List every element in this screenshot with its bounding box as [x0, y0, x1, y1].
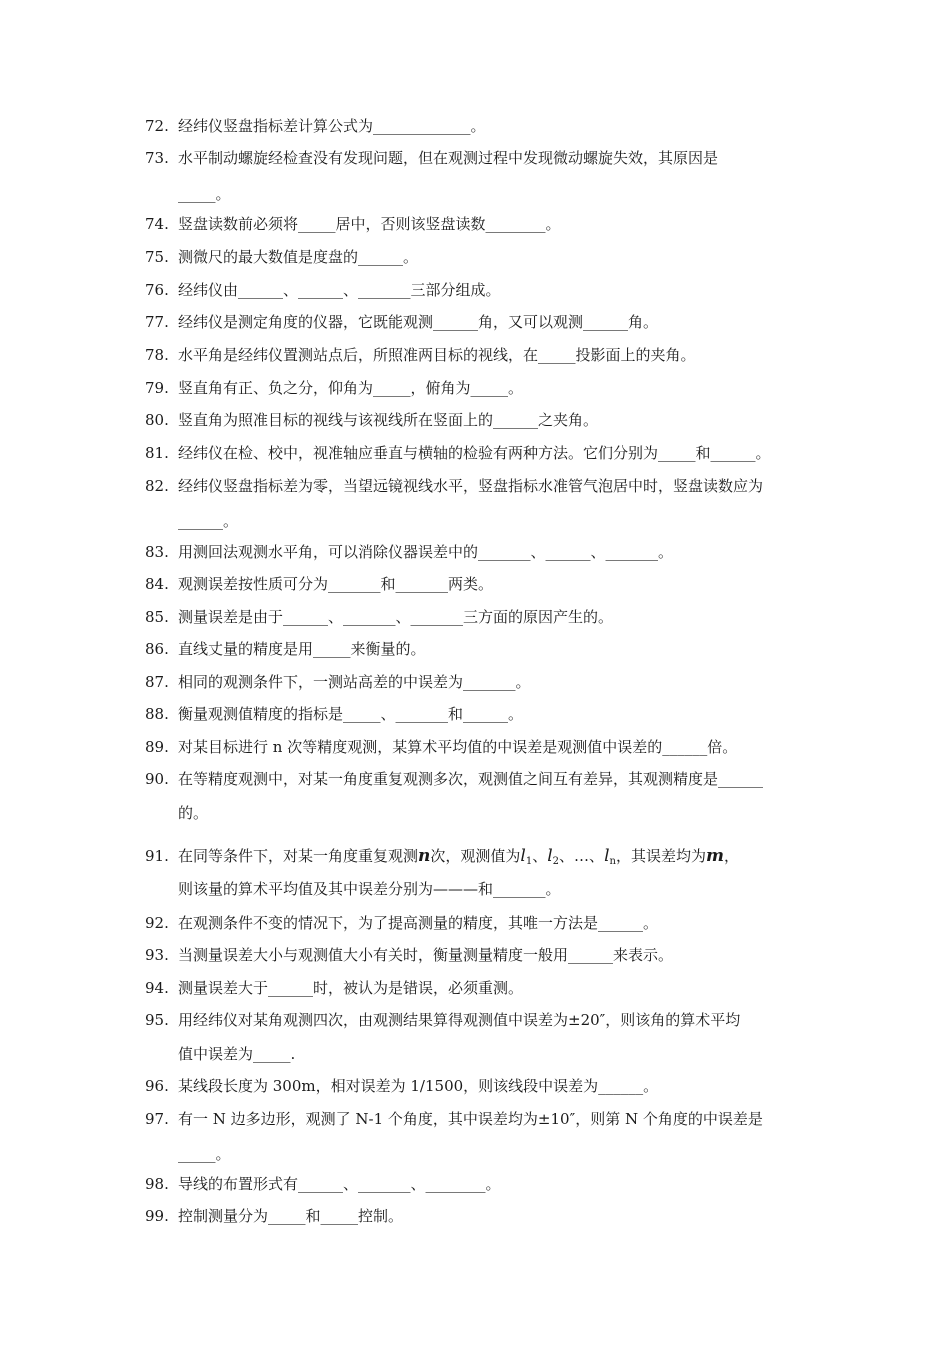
question-number: 99. [145, 1207, 169, 1225]
question-85 [145, 601, 810, 633]
question-text: 竖盘读数前必须将_____居中，否则该竖盘读数________。 [178, 215, 561, 233]
question-number: 72. [145, 117, 169, 135]
question-number: 78. [145, 346, 169, 364]
question-number: 81. [145, 444, 169, 462]
question-text: 竖直角为照准目标的视线与该视线所在竖面上的______之夹角。 [178, 411, 599, 429]
question-92 [145, 907, 810, 939]
question-text: 相同的观测条件下，一测站高差的中误差为_______。 [178, 673, 531, 691]
question-number: 92. [145, 914, 169, 932]
question-text: 对某目标进行 n 次等精度观测，某算术平均值的中误差是观测值中误差的______倍。 [178, 738, 738, 756]
math-variable-n: n [418, 846, 431, 866]
question-continuation: _____。 [178, 185, 231, 203]
question-number: 82. [145, 477, 169, 495]
question-text: 在同等条件下，对某一角度重复观测 [178, 847, 419, 865]
question-text: 用经纬仪对某角观测四次，由观测结果算得观测值中误差为±20″，则该角的算术平均 [178, 1011, 741, 1029]
question-text: 用测回法观测水平角，可以消除仪器误差中的_______、______、_______。 [178, 543, 674, 561]
question-continuation: 的。 [178, 804, 209, 822]
question-text: 当测量误差大小与观测值大小有关时，衡量测量精度一般用______来表示。 [178, 946, 674, 964]
question-88 [145, 698, 810, 730]
question-90 [145, 763, 810, 795]
question-94 [145, 972, 810, 1004]
question-continuation: 值中误差为_____. [178, 1045, 296, 1063]
question-text: 竖直角有正、负之分，仰角为_____，俯角为_____。 [178, 379, 524, 397]
question-text: 经纬仪竖盘指标差为零，当望远镜视线水平，竖盘指标水准管气泡居中时，竖盘读数应为 [178, 477, 764, 495]
question-number: 90. [145, 770, 169, 788]
subscript: 1 [525, 856, 533, 867]
question-continuation: 则该量的算术平均值及其中误差分别为———和_______。 [178, 880, 561, 898]
question-number: 84. [145, 575, 169, 593]
question-text: 次，观测值为 [430, 847, 521, 865]
question-text: 测微尺的最大数值是度盘的______。 [178, 248, 419, 266]
question-number: 83. [145, 543, 169, 561]
question-number: 87. [145, 673, 169, 691]
question-number: 76. [145, 281, 169, 299]
question-89 [145, 731, 810, 763]
question-number: 88. [145, 705, 169, 723]
question-95 [145, 1004, 810, 1036]
question-77 [145, 306, 810, 338]
question-text: 在等精度观测中，对某一角度重复观测多次，观测值之间互有差异，其观测精度是______ [178, 770, 764, 788]
question-84 [145, 568, 810, 600]
question-number: 79. [145, 379, 169, 397]
question-text: 在观测条件不变的情况下，为了提高测量的精度，其唯一方法是______。 [178, 914, 659, 932]
question-79 [145, 372, 810, 404]
question-continuation: _____。 [178, 1145, 231, 1163]
question-82 [145, 470, 810, 502]
question-text: 水平角是经纬仪置测站点后，所照准两目标的视线，在_____投影面上的夹角。 [178, 346, 696, 364]
question-98 [145, 1168, 810, 1200]
question-number: 95. [145, 1011, 169, 1029]
subscript: n [609, 856, 616, 867]
question-text: 经纬仪是测定角度的仪器，它既能观测______角，又可以观测______角。 [178, 313, 659, 331]
question-99 [145, 1200, 810, 1232]
question-73 [145, 142, 810, 174]
question-80 [145, 404, 810, 436]
question-76 [145, 274, 810, 306]
question-text: ， [723, 847, 739, 865]
question-text: 观测误差按性质可分为_______和_______两类。 [178, 575, 494, 593]
question-81 [145, 437, 810, 469]
question-87 [145, 666, 810, 698]
question-number: 75. [145, 248, 169, 266]
question-number: 80. [145, 411, 169, 429]
question-number: 93. [145, 946, 169, 964]
subscript: 2 [552, 856, 560, 867]
math-variable-m: m [705, 846, 724, 866]
separator: 、…、 [559, 847, 605, 865]
question-text: 经纬仪竖盘指标差计算公式为_____________。 [178, 117, 486, 135]
question-text: 有一 N 边多边形，观测了 N-1 个角度，其中误差均为±10″，则第 N 个角度的中误差是 [178, 1110, 763, 1128]
question-72 [145, 110, 810, 142]
question-text: ，其误差均为 [615, 847, 706, 865]
math-variable-l: l [604, 846, 610, 866]
separator: 、 [532, 847, 548, 865]
question-number: 94. [145, 979, 169, 997]
question-text: 测量误差大于______时，被认为是错误，必须重测。 [178, 979, 524, 997]
math-variable-l: l [547, 846, 553, 866]
question-text: 直线丈量的精度是用_____来衡量的。 [178, 640, 426, 658]
question-number: 86. [145, 640, 169, 658]
question-number: 89. [145, 738, 169, 756]
question-75 [145, 241, 810, 273]
question-text: 经纬仪由______、______、_______三部分组成。 [178, 281, 501, 299]
question-78 [145, 339, 810, 371]
question-number: 96. [145, 1077, 169, 1095]
question-text: 衡量观测值精度的指标是_____、_______和______。 [178, 705, 524, 723]
question-number: 73. [145, 149, 169, 167]
question-number: 85. [145, 608, 169, 626]
question-number: 74. [145, 215, 169, 233]
question-text: 水平制动螺旋经检查没有发现问题，但在观测过程中发现微动螺旋失效，其原因是 [178, 149, 719, 167]
question-number: 97. [145, 1110, 169, 1128]
question-83 [145, 536, 810, 568]
question-text: 导线的布置形式有______、_______、________。 [178, 1175, 501, 1193]
question-text: 某线段长度为 300m，相对误差为 1/1500，则该线段中误差为______。 [178, 1077, 659, 1095]
question-text: 控制测量分为_____和_____控制。 [178, 1207, 404, 1225]
question-number: 91. [145, 847, 169, 865]
question-74 [145, 208, 810, 240]
question-97 [145, 1103, 810, 1135]
question-number: 77. [145, 313, 169, 331]
question-continuation: ______。 [178, 512, 239, 530]
question-text: 测量误差是由于______、_______、_______三方面的原因产生的。 [178, 608, 614, 626]
question-96 [145, 1070, 810, 1102]
question-86 [145, 633, 810, 665]
math-variable-l: l [520, 846, 526, 866]
question-text: 经纬仪在检、校中，视准轴应垂直与横轴的检验有两种方法。它们分别为_____和______。 [178, 444, 771, 462]
question-93 [145, 939, 810, 971]
question-number: 98. [145, 1175, 169, 1193]
